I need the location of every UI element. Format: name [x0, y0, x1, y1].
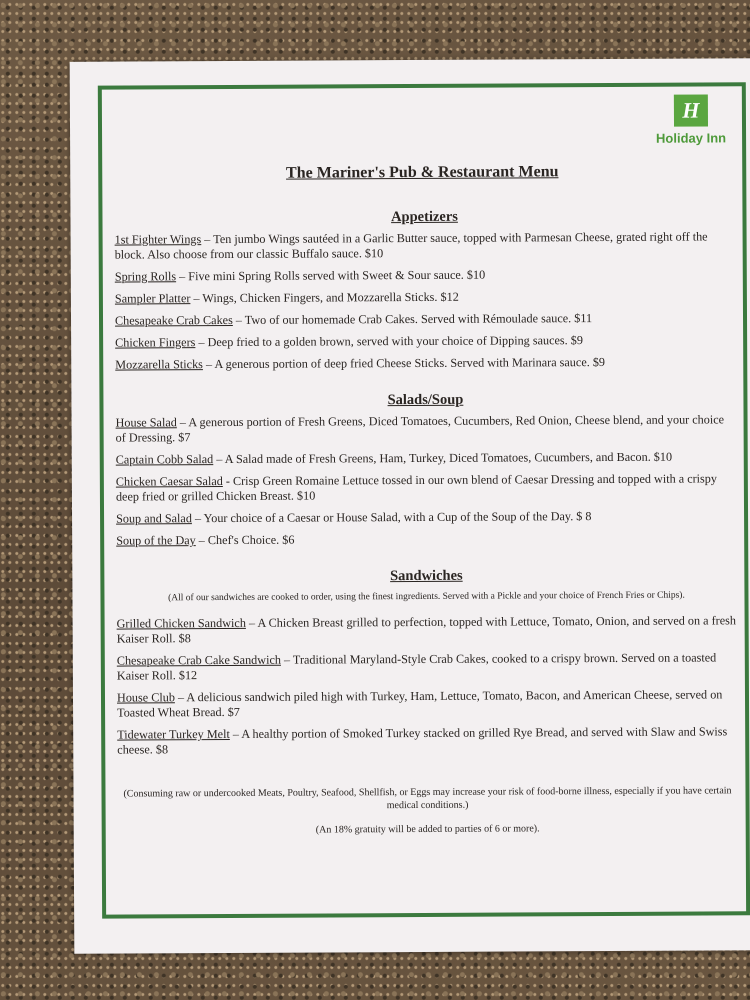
menu-content — [114, 186, 737, 838]
item-description: - Crisp Green Romaine Lettuce tossed in our own blend of Caesar Dressing and topped with a crispy deep fried or grilled Chicken Breast. $10 — [115, 471, 718, 504]
item-name: Sampler Platter — [114, 291, 191, 306]
section-heading: Salads/Soup — [387, 391, 464, 409]
menu-item — [116, 449, 736, 467]
item-description: – A Chicken Breast grilled to perfection, topped with Lettuce, Tomato, Onion, and served on a fresh Kaiser Roll. $8 — [116, 613, 736, 646]
menu-item — [116, 412, 736, 445]
section-note: (All of our sandwiches are cooked to order, using the finest ingredients. Served with a Pickle and your choice of French Fries or Chips). — [168, 590, 685, 604]
item-name: Chesapeake Crab Cakes — [114, 312, 233, 328]
menu-item — [116, 530, 736, 548]
item-description: – Chef's Choice. $6 — [195, 532, 295, 548]
menu-item — [117, 613, 737, 646]
menu-item — [115, 266, 735, 284]
item-description: – Your choice of a Caesar or House Salad, with a Cup of the Soup of the Day. $ 8 — [191, 509, 592, 526]
item-name: Soup of the Day — [116, 533, 196, 548]
menu-item — [115, 332, 735, 350]
item-name: House Salad — [115, 415, 177, 430]
item-description: – A generous portion of Fresh Greens, Diced Tomatoes, Cucumbers, Red Onion, Cheese blend, and your choice of Dressing. $7 — [115, 412, 725, 445]
menu-item — [117, 687, 737, 720]
item-description: – Deep fried to a golden brown, served with your choice of Dipping sauces. $9 — [195, 333, 583, 350]
menu-item — [117, 724, 737, 757]
food-safety-warning: (Consuming raw or undercooked Meats, Poultry, Seafood, Shellfish, or Eggs may increase your risk of food-borne illness, especially if you have certain medical conditions.) — [123, 785, 732, 812]
item-description: – A healthy portion of Smoked Turkey stacked on grilled Rye Bread, and served with Slaw and Swiss cheese. $8 — [117, 724, 728, 757]
item-name: Spring Rolls — [114, 269, 177, 284]
menu-item — [116, 471, 736, 504]
menu-item — [117, 650, 737, 683]
item-description: – A delicious sandwich piled high with Turkey, Ham, Lettuce, Tomato, Bacon, and American Cheese, served on Toasted Wheat Bread. $7 — [117, 687, 723, 720]
menu-section — [114, 208, 735, 372]
item-name: Chicken Fingers — [115, 335, 196, 350]
menu-section — [116, 567, 737, 757]
item-name: Soup and Salad — [116, 511, 192, 526]
item-name: Grilled Chicken Sandwich — [116, 615, 246, 631]
item-description: – Two of our homemade Crab Cakes. Served with Rémoulade sauce. $11 — [232, 311, 593, 327]
menu-section — [115, 391, 736, 548]
menu-item — [115, 229, 735, 262]
item-description: – Ten jumbo Wings sautéed in a Garlic Butter sauce, topped with Parmesan Cheese, grated right off the block. Also choose from our classic Buffalo sauce. $10 — [114, 229, 708, 262]
item-name: Chicken Caesar Salad — [115, 474, 223, 489]
item-name: Captain Cobb Salad — [115, 452, 214, 467]
section-heading: Sandwiches — [390, 567, 463, 585]
menu-item — [116, 508, 736, 526]
item-description: – Traditional Maryland-Style Crab Cakes, cooked to a crispy brown. Served on a toasted Kaiser Roll. $12 — [116, 650, 717, 683]
menu-border — [98, 82, 750, 918]
item-name: Tidewater Turkey Melt — [117, 726, 230, 742]
menu-paper — [70, 58, 750, 954]
item-name: House Club — [116, 690, 175, 705]
item-name: 1st Fighter Wings — [114, 232, 202, 247]
holiday-inn-logo — [656, 94, 726, 145]
item-name: Chesapeake Crab Cake Sandwich — [116, 652, 281, 668]
item-description: – A Salad made of Fresh Greens, Ham, Turkey, Diced Tomatoes, Cucumbers, and Bacon. $10 — [213, 449, 673, 467]
menu-item — [115, 288, 735, 306]
logo-text: Holiday Inn — [655, 130, 727, 146]
item-description: – A generous portion of deep fried Cheese Sticks. Served with Marinara sauce. $9 — [202, 355, 606, 372]
item-description: – Five mini Spring Rolls served with Sweet & Sour sauce. $10 — [176, 267, 486, 284]
menu-title: The Mariner's Pub & Restaurant Menu — [285, 163, 559, 182]
menu-item — [115, 310, 735, 328]
logo-mark-icon: H — [674, 94, 708, 126]
gratuity-note: (An 18% gratuity will be added to parties of 6 or more). — [315, 823, 540, 836]
menu-item — [115, 354, 735, 372]
section-heading: Appetizers — [391, 208, 458, 226]
item-name: Mozzarella Sticks — [115, 357, 203, 372]
item-description: – Wings, Chicken Fingers, and Mozzarella Sticks. $12 — [190, 289, 459, 306]
